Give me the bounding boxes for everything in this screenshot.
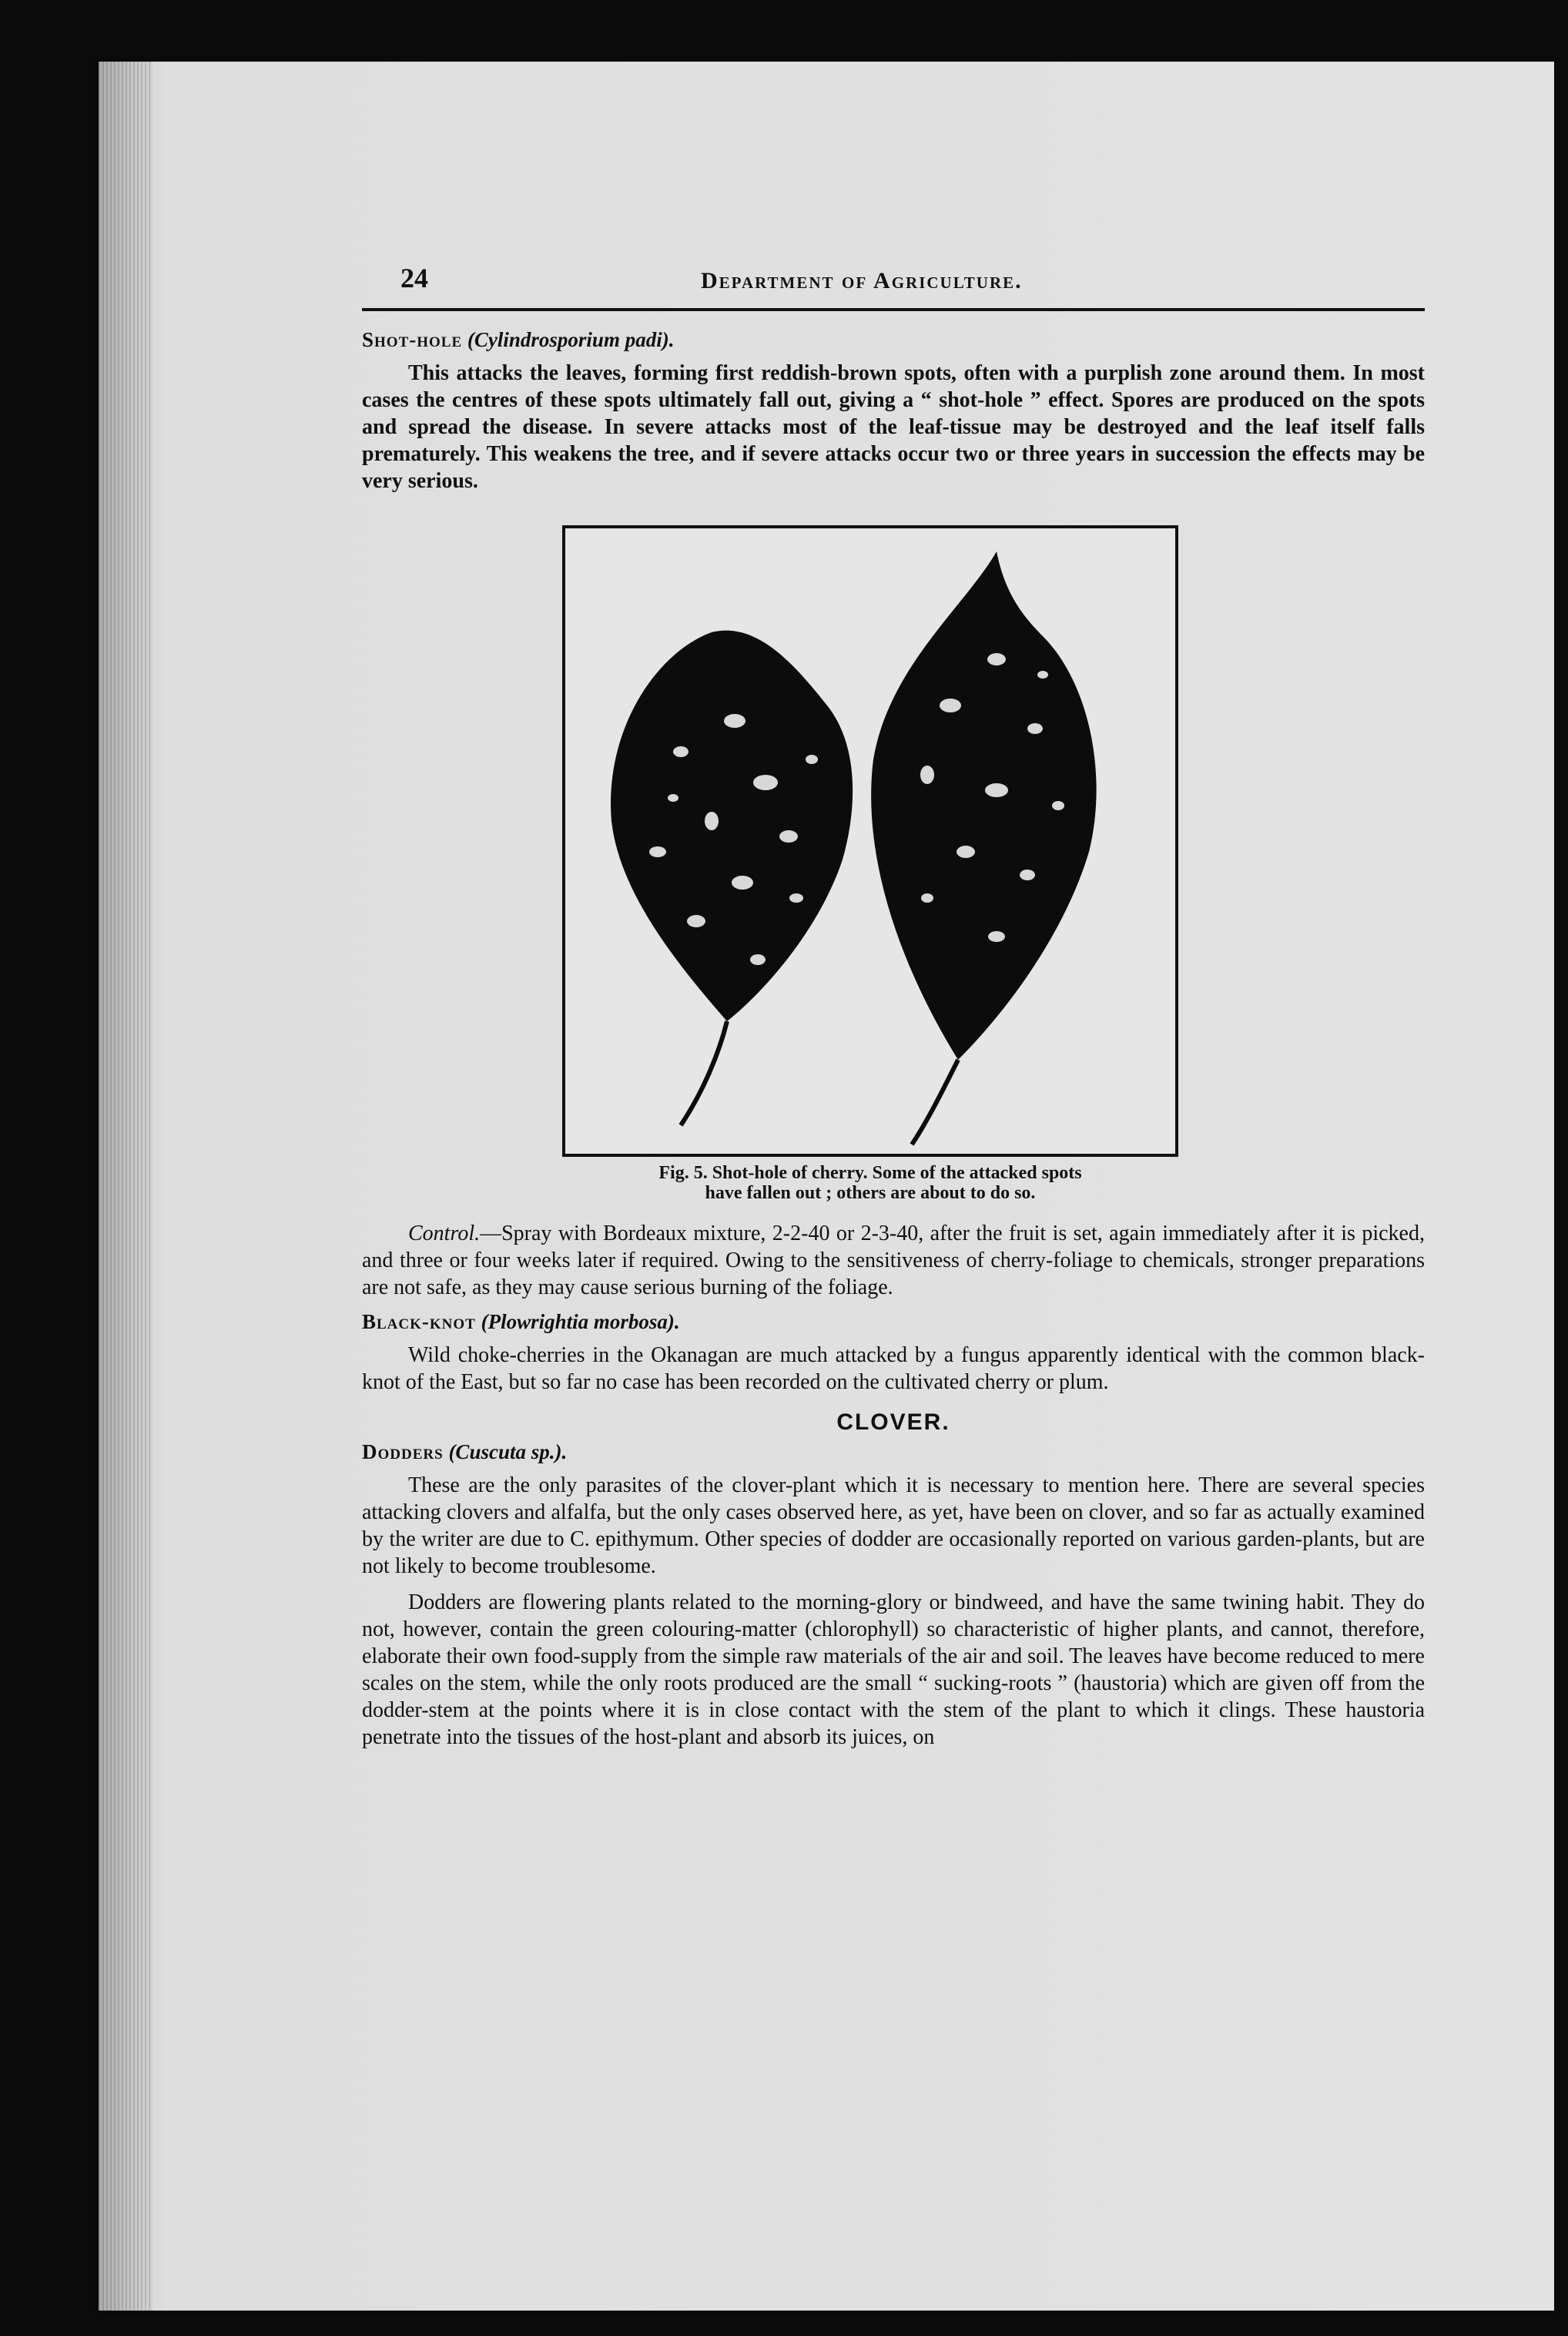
page-edge-shading bbox=[99, 62, 152, 2311]
clover-section-title: CLOVER. bbox=[836, 1409, 950, 1435]
dodders-paragraph-1: These are the only parasites of the clover-plant which it is necessary to mention here. There are several species attacking clovers and alfalfa, but the only cases observed here, as yet, have been on clover, and so far as actually examined by the writer are due to C. epithymum. Other species of dodder are occasionally reported on various garden-plants, but are not likely to become troublesome. bbox=[362, 1473, 1425, 1578]
caption-line-2: have fallen out ; others are about to do so. bbox=[705, 1183, 1036, 1203]
black-knot-paragraph: Wild choke-cherries in the Okanagan are much attacked by a fungus apparently identical with the common black-knot of the East, but so far no case has been recorded on the cultivated cherry or plum. bbox=[362, 1343, 1425, 1394]
running-head bbox=[362, 262, 1425, 311]
dodders-latin: (Cuscuta sp.). bbox=[448, 1440, 568, 1463]
black-knot-latin: (Plowrightia morbosa). bbox=[481, 1310, 680, 1333]
shot-hole-heading bbox=[362, 328, 1425, 352]
control-text: —Spray with Bordeaux mixture, 2-2-40 or 2-3-40, after the fruit is set, again immediately after it is picked, and three or four weeks later if required. Owing to the sensitiveness of cherry-foliage to chemicals, stronger preparations are not safe, as they may cause serious burning of the foliage. bbox=[362, 1222, 1425, 1299]
caption-line-1: Fig. 5. Shot-hole of cherry. Some of the attacked spots bbox=[658, 1163, 1082, 1183]
dodders-heading bbox=[362, 1440, 1425, 1464]
left-leaf-image bbox=[611, 631, 853, 1125]
dodders-name: Dodders bbox=[362, 1440, 444, 1463]
black-knot-heading bbox=[362, 1310, 1425, 1334]
page-content bbox=[362, 262, 1425, 1760]
shot-hole-paragraph: This attacks the leaves, forming first reddish-brown spots, often with a purplish zone around them. In most cases the centres of these spots ultimately fall out, giving a “ shot-hole ” effect. Spores are produced on the spots and spread the disease. In severe attacks most of the leaf-tissue may be destroyed and the leaf itself falls prematurely. This weakens the tree, and if severe attacks occur two or three years in succession the effects may be very serious. bbox=[362, 361, 1425, 493]
figure-caption bbox=[562, 1163, 1178, 1203]
page-number: 24 bbox=[400, 263, 428, 293]
black-knot-name: Black-knot bbox=[362, 1310, 476, 1333]
dodders-paragraph-2: Dodders are flowering plants related to the morning-glory or bindweed, and have the same twining habit. They do not, however, contain the green colouring-matter (chlorophyll) so characteristic of higher plants, and cannot, therefore, elaborate their own food-supply from the simple raw materials of the air and soil. The leaves have become reduced to mere scales on the stem, while the only roots produced are the small “ sucking-roots ” (haustoria) which are given off from the dodder-stem at the points where it is in close contact with the stem of the plant to which it clings. These haustoria penetrate into the tissues of the host-plant and absorb its juices, on bbox=[362, 1590, 1425, 1749]
right-leaf-image bbox=[871, 551, 1096, 1145]
figure-plate bbox=[562, 525, 1178, 1157]
shot-hole-latin: (Cylindrosporium padi). bbox=[467, 328, 675, 351]
running-title: Department of Agriculture. bbox=[701, 268, 1023, 293]
figure-5 bbox=[562, 525, 1178, 1203]
cherry-leaves-illustration bbox=[565, 528, 1175, 1154]
control-paragraph bbox=[362, 1220, 1425, 1301]
control-label: Control. bbox=[408, 1222, 481, 1245]
shot-hole-name: Shot-hole bbox=[362, 328, 463, 351]
